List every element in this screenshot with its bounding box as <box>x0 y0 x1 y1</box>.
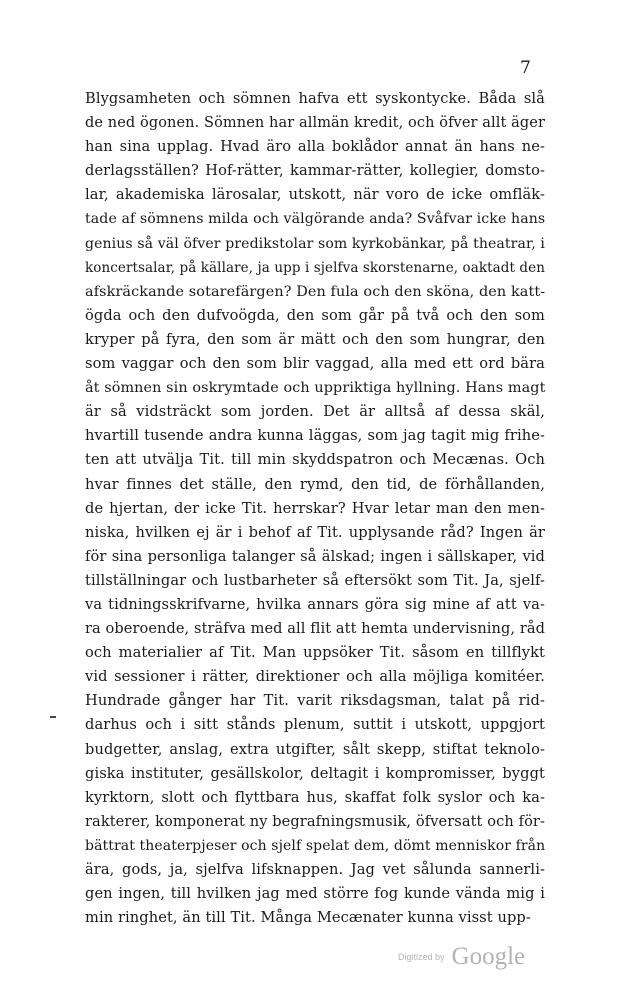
text-line: tillställningar och lustbarheter så eftersökt som Tit. Ja, sjelf- <box>85 571 545 589</box>
text-line: kryper på fyra, den som är mätt och den som hungrar, den <box>85 330 545 348</box>
margin-mark <box>50 716 56 718</box>
text-line: som vaggar och den som blir vaggad, alla med ett ord bära <box>85 355 545 373</box>
text-line: bättrat theaterpjeser och sjelf spelat dem, dömt menniskor från <box>85 837 546 854</box>
text-line: va tidningsskrifvarne, hvilka annars göra sig mine af att va- <box>85 595 545 613</box>
watermark-digitized-label: Digitized by <box>398 952 445 962</box>
text-line: koncertsalar, på källare, ja upp i sjelfva skorstenarne, oaktadt den <box>85 259 545 276</box>
text-line: hvartill tusende andra kunna läggas, som jag tagit mig frihe- <box>85 427 545 445</box>
text-line: och materialier af Tit. Man uppsöker Tit. såsom en tillflykt <box>85 644 545 662</box>
text-line: ten att utvälja Tit. till min skyddspatron och Mecænas. Och <box>85 451 545 469</box>
text-line: afskräckande sotarefärgen? Den fula och den sköna, den katt- <box>85 283 546 300</box>
text-line: ra oberoende, sträfva med all flit att hemta undervisning, råd <box>85 621 545 638</box>
text-line: min ringhet, än till Tit. Många Mecænater kunna visst upp- <box>85 909 531 927</box>
text-line: är så vidsträckt som jorden. Det är alltså af dessa skäl, <box>85 403 545 421</box>
text-line: darhus och i sitt stånds plenum, suttit i utskott, uppgjort <box>85 716 545 734</box>
digitized-watermark <box>398 943 525 971</box>
text-line: för sina personliga talanger så älskad; ingen i sällskaper, vid <box>85 547 545 565</box>
text-line: lar, akademiska lärosalar, utskott, när voro de icke omfläk- <box>85 186 545 204</box>
text-line: de hjertan, der icke Tit. herrskar? Hvar letar man den men- <box>85 499 545 517</box>
text-line: rakterer, komponerat ny begrafningsmusik, öfversatt och för- <box>85 812 545 830</box>
text-line: vid sessioner i rätter, direktioner och alla möjliga komitéer. <box>85 668 545 686</box>
text-line: åt sömnen sin oskrymtade och uppriktiga hyllning. Hans magt <box>85 380 546 397</box>
text-line: genius så väl öfver predikstolar som kyrkobänkar, på theatrar, i <box>85 235 545 252</box>
text-line: gen ingen, till hvilken jag med större fog kunde vända mig i <box>85 885 545 903</box>
text-line: hvar finnes det ställe, den rymd, den tid, de förhållanden, <box>85 475 545 493</box>
text-line: budgetter, anslag, extra utgifter, sålt skepp, stiftat teknolo- <box>85 740 545 758</box>
text-line: han sina upplag. Hvad äro alla boklådor annat än hans ne- <box>85 138 545 156</box>
text-line: ära, gods, ja, sjelfva lifsknappen. Jag vet sålunda sannerli- <box>85 861 545 878</box>
text-line: de ned ögonen. Sömnen har allmän kredit, och öfver allt äger <box>85 115 545 132</box>
body-text <box>85 87 545 930</box>
text-line: Blygsamheten och sömnen hafva ett syskontycke. Båda slå <box>85 90 545 107</box>
watermark-brand-logo: Google <box>451 943 526 970</box>
text-line: kyrktorn, slott och flyttbara hus, skaffat folk syslor och ka- <box>85 788 545 806</box>
text-line: giska instituter, gesällskolor, deltagit i kompromisser, byggt <box>85 764 545 782</box>
text-line: ögda och den dufvoögda, den som går på två och den som <box>85 306 545 324</box>
text-line: niska, hvilken ej är i behof af Tit. upplysande råd? Ingen är <box>85 523 545 541</box>
page-number: 7 <box>520 58 531 78</box>
text-line: tade af sömnens milda och välgörande anda? Svåfvar icke hans <box>85 211 546 228</box>
text-line: derlagsställen? Hof-rätter, kammar-rätter, kollegier, domsto- <box>85 162 545 180</box>
text-line: Hundrade gånger har Tit. varit riksdagsman, talat på rid- <box>85 692 545 710</box>
